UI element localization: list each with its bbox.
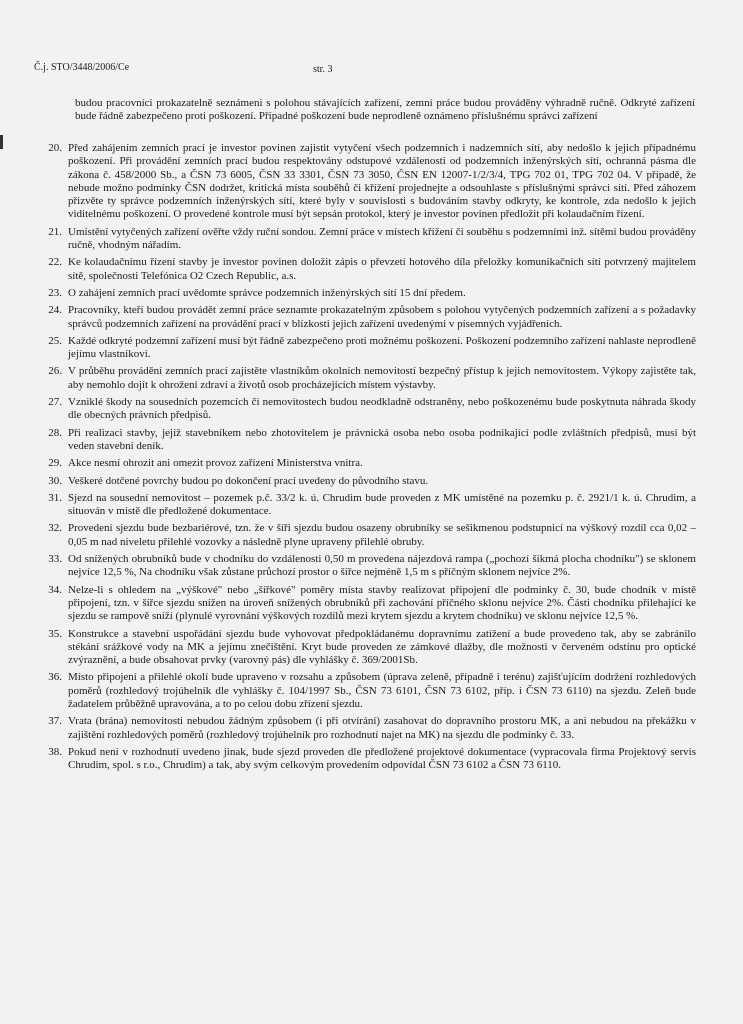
item-text: Každé odkryté podzemní zařízení musí být řádně zabezpečeno proti možnému poškození. Poškození podzemního zařízení nahlaste neprodleně jejímu vlastníkovi. (68, 334, 696, 361)
list-item (22, 304, 696, 331)
item-number: 23. (48, 286, 62, 299)
item-number: 33. (48, 553, 62, 566)
list-item (22, 256, 696, 283)
item-text: Před zahájením zemních prací je investor povinen zajistit vytyčení všech podzemních i nadzemních sítí, aby nedošlo k jejich případnému poškození. Při provádění zemních prací budou respektovány odstupové vzdálenosti od podzemních inženýrských sítí, ochranná pásma dle zákona č. 458/2000 Sb., a ČSN 73 6005, ČSN 33 3301, ČSN 73 3050, ČSN EN 12007-1/2/3/4, TPG 702 01, TPG 702 04. V případě, že nebude možno podmínky ČSN dodržet, kritická místa souběhů či křížení projednejte a odsouhlaste s příslušnými správci sítí. Před záhozem přizvěte ty správce podzemních inženýrských sítí, které byly v souvislosti s budováním stavby odkryty, ke kontrole, zda nedošlo k jejich viditelnému poškození. O provedené kontrole musí být sepsán protokol, který je investor povinen předložit při kolaudačním řízení. (68, 142, 696, 221)
reference-number: Č.j. STO/3448/2006/Ce (34, 62, 130, 73)
list-item (22, 396, 696, 423)
list-item (22, 671, 696, 711)
item-text: Pokud není v rozhodnutí uvedeno jinak, bude sjezd proveden dle předložené projektové dokumentace (vypracovala firma Projektový servis Chrudim, spol. s r.o., Chrudim) a tak, aby svým celkovým provedením odpovídal ČSN 73 6102 a ČSN 73 6110. (68, 745, 696, 772)
item-number: 26. (48, 365, 62, 378)
item-text: Při realizaci stavby, jejíž stavebníkem nebo zhotovitelem je právnická osoba nebo osoba podnikající podle zvláštních předpisů, musí být veden stavební deník. (68, 426, 696, 452)
item-number: 28. (48, 426, 62, 439)
list-item (22, 628, 696, 668)
item-number: 24. (48, 304, 62, 317)
item-text: Od snížených obrubníků bude v chodníku do vzdálenosti 0,50 m provedena nájezdová rampa („pochozí šikmá plocha chodníku") se sklonem nejvíce 12,5 %, Na chodníku však zůstane průchozí prostor o šířce nejméně 1,5 m s příčným sklonem nejvíce 2%. (68, 553, 696, 579)
list-item (22, 226, 696, 253)
item-text: Pracovníky, kteří budou provádět zemní práce seznamte prokazatelným způsobem s polohou vytyčených podzemních zařízení a s požadavky správců podzemních zařízení na provádění prací v blízkosti jejich zařízení uvedenými v písemných vyjádřeních. (68, 304, 696, 330)
list-item (22, 287, 696, 300)
item-text: Vzniklé škody na sousedních pozemcích či nemovitostech budou neodkladně odstraněny, nebo poškozenému bude poskytnuta náhrada škody dle obecných právních předpisů. (68, 396, 696, 422)
list-item (22, 746, 696, 773)
item-number: 27. (48, 396, 62, 409)
conditions-list (22, 142, 696, 776)
item-number: 37. (48, 715, 62, 728)
item-text: Vrata (brána) nemovitosti nebudou žádným způsobem (i při otvírání) zasahovat do dopravního prostoru MK, a ani nebudou na překážku v zajištění rozhledových poměrů (rozhledový trojúhelník pro rozhodnutí najet na MK) na sjezdu dle podmínky č. 33. (68, 715, 696, 741)
item-text: Ke kolaudačnímu řízení stavby je investor povinen doložit zápis o převzetí hotového díla přeložky komunikačních sítí potvrzený majitelem sítě, společnosti Telefónica O2 Czech Republic, a.s. (68, 256, 696, 282)
list-item (22, 335, 696, 362)
item-text: Veškeré dotčené povrchy budou po dokončení prací uvedeny do původního stavu. (68, 474, 429, 487)
item-number: 25. (48, 334, 62, 347)
item-text: Umístění vytyčených zařízení ověřte vždy ruční sondou. Zemní práce v místech křížení či souběhu s podzemními inž. sítěmi budou prováděny ručně, vhodným nářadím. (68, 225, 696, 252)
item-text: Konstrukce a stavební uspořádání sjezdu bude vyhovovat předpokládanému dopravnímu zatížení a bude provedeno tak, aby se zabránilo stékání srážkové vody na MK a jejímu znečištění. Kryt bude proveden ze zámkové dlažby, dle možnosti v červeném odstínu pro optické zvýraznění, a bude obsahovat prvky (varovný pás) dle vyhlášky č. 369/2001Sb. (68, 627, 696, 667)
list-item (22, 522, 696, 549)
item-text: V průběhu provádění zemních prací zajistěte vlastníkům okolních nemovitostí bezpečný přístup k jejich nemovitostem. Výkopy zajistěte tak, aby nemohlo dojít k ohrožení zdraví a životů osob procházejících místem výstavby. (68, 365, 696, 391)
item-text: Akce nesmí ohrozit ani omezit provoz zařízení Ministerstva vnitra. (68, 457, 363, 470)
item-number: 30. (48, 474, 62, 487)
item-number: 32. (48, 522, 62, 535)
item-number: 34. (48, 583, 62, 596)
intro-paragraph: budou pracovníci prokazatelně seznámeni s polohou stávajících zařízení, zemní práce budou prováděny výhradně ručně. Odkryté zařízení bude řádně zabezpečeno proti poškození. Případné poškození bude neprodleně oznámeno příslušnému správci zařízení (75, 97, 695, 123)
item-number: 29. (48, 457, 62, 470)
list-item (22, 365, 696, 392)
item-text: Provedení sjezdu bude bezbariérové, tzn. že v šíři sjezdu budou osazeny obrubníky se sešikmenou podstupnicí na výškový rozdíl cca 0,02 – 0,05 m nad niveletu přilehlé vozovky a následně plyne upraveny přilehlé obruby. (68, 522, 696, 548)
item-number: 21. (48, 225, 62, 238)
item-text: Nelze-li s ohledem na „výškové" nebo „šířkové" poměry místa stavby realizovat připojení dle podmínky č. 30, bude chodník v místě připojení, tzn. v šířce sjezdu snížen na úroveň snížených obrubníků při zachování příčného sklonu nejvíce 2%. Části chodníku přilehající ke sjezdu se rampově sníží (plynulé vyrovnání výškových rozdílů mezi krytem sjezdu a krytem chodníku) ve sklonu nejvíce 12,5 %. (68, 583, 696, 623)
item-number: 20. (48, 142, 62, 154)
list-item (22, 427, 696, 454)
list-item (22, 492, 696, 519)
list-item (22, 584, 696, 624)
item-number: 31. (48, 491, 62, 504)
list-item (22, 715, 696, 742)
item-number: 38. (48, 745, 62, 758)
page-number: str. 3 (313, 64, 333, 75)
item-number: 22. (48, 256, 62, 269)
scan-edge-mark (0, 135, 3, 149)
list-item (22, 457, 696, 470)
item-number: 36. (48, 671, 62, 684)
item-text: Místo připojení a přilehlé okolí bude upraveno v rozsahu a způsobem (úprava zeleně, případně i terénu) zajišťujícím dodržení rozhledových poměrů (rozhledový trojúhelník dle vyhlášky č. 104/1997 Sb., ČSN 73 6101, ČSN 73 6102, příp. i ČSN 73 6110) na sjezdu. Zeleň bude žadatelem průběžně upravována, a to po celou dobu zřízení sjezdu. (68, 671, 696, 710)
list-item (22, 475, 696, 488)
list-item (22, 142, 696, 222)
item-text: Sjezd na sousední nemovitost – pozemek p.č. 33/2 k. ú. Chrudim bude proveden z MK umístěné na pozemku p. č. 2921/1 k. ú. Chrudim, a situován v místě dle předložené dokumentace. (68, 491, 696, 518)
list-item (22, 553, 696, 580)
item-text: O zahájení zemních prací uvědomte správce podzemních inženýrských sítí 15 dní předem. (68, 286, 466, 299)
item-number: 35. (48, 627, 62, 640)
